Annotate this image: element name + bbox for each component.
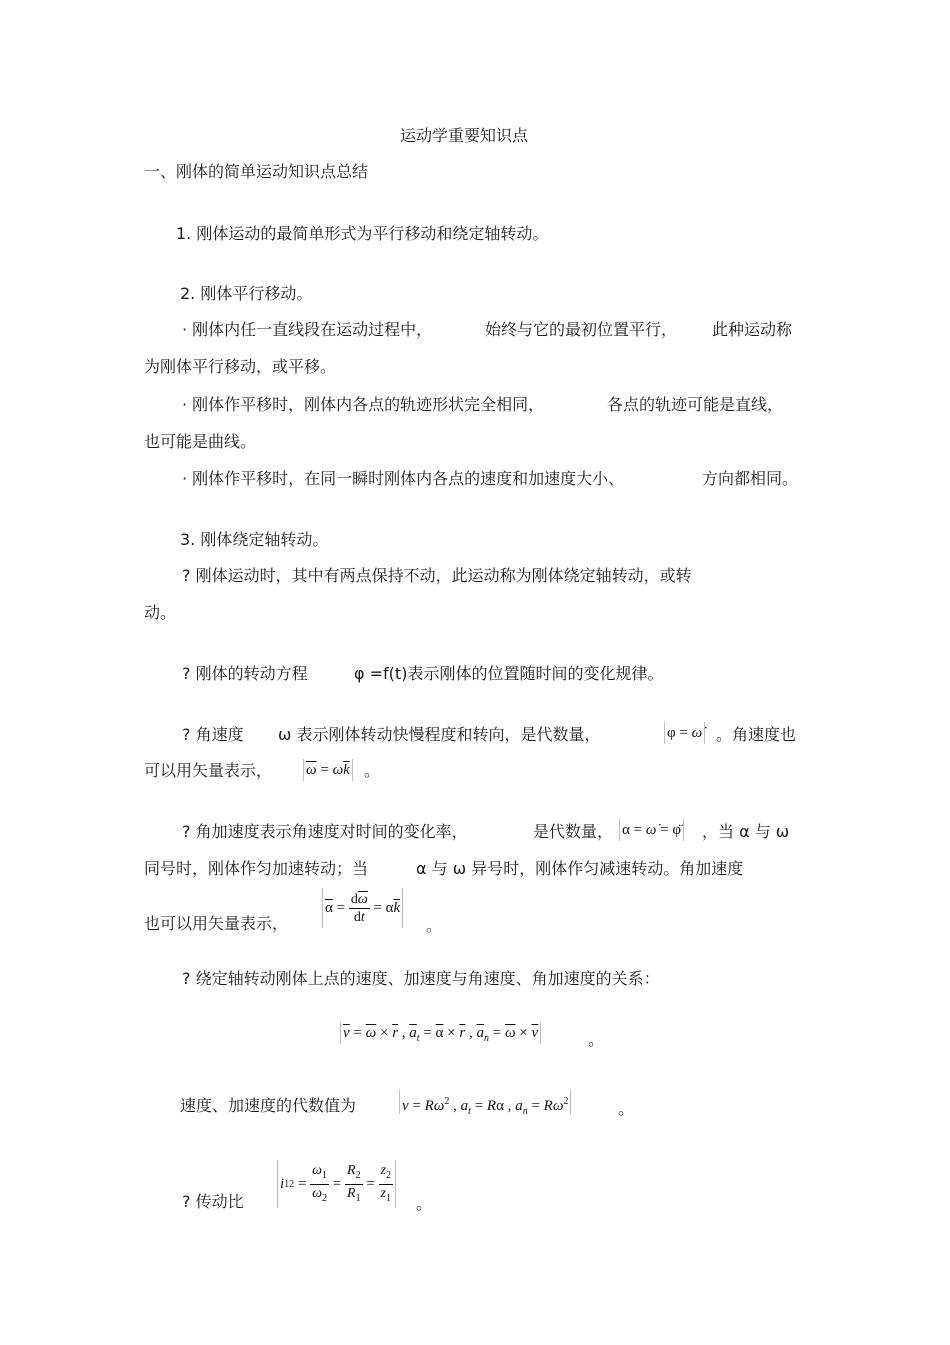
bullet-2-part-b: 各点的轨迹可能是直线， xyxy=(607,395,784,414)
bullet-3-part-b: 方向都相同。 xyxy=(702,469,799,488)
point-3-part-c: 。角速度也 xyxy=(716,725,797,744)
section-heading: 一、刚体的简单运动知识点总结 xyxy=(144,162,369,181)
point-3-line-2-end: 。 xyxy=(364,761,381,780)
bullet-1-part-c: 此种运动称 xyxy=(712,320,793,339)
item-2-heading: 2. 刚体平行移动。 xyxy=(180,284,313,303)
algebraic-values-formula: $v = R\omega^2$ , $a_t = R\alpha$ , $a_n = R\omega^2$ xyxy=(399,1090,571,1114)
point-4-part-b: 是代数量， xyxy=(533,822,614,841)
item-1: 1. 刚体运动的最简单形式为平行移动和绕定轴转动。 xyxy=(176,224,549,243)
point-2-part-b: φ =f(t)表示刚体的位置随时间的变化规律。 xyxy=(354,664,664,683)
point-4-part-c: ，当 α 与 ω xyxy=(702,822,790,841)
angular-acceleration-vector-formula: $\overline{\alpha}$ = $\frac{d\overline{\omega}}{dt}$ = α $\overline{k}$ xyxy=(322,888,403,928)
transmission-ratio-formula: i 12 = $\frac{\omega_1}{\omega_2}$ = $\frac{R_2}{R_1}$ = $\frac{z_2}{z_1}$ xyxy=(277,1160,396,1208)
algebraic-values-label: 速度、加速度的代数值为 xyxy=(180,1096,357,1115)
angular-velocity-formula: φ = ω̇ xyxy=(664,722,705,744)
point-3-part-a: ? 角速度 xyxy=(182,725,244,744)
point-6: ? 传动比 xyxy=(182,1192,244,1211)
point-4-line-2-part-a: 同号时，刚体作匀加速转动；当 xyxy=(144,859,369,878)
point-4-line-2-part-b: α 与 ω 异号时，刚体作匀减速转动。角加速度 xyxy=(416,859,744,878)
item-3-heading: 3. 刚体绕定轴转动。 xyxy=(180,530,329,549)
point-4-line-3: 也可以用矢量表示， xyxy=(144,914,289,933)
point-1-line-2: 动。 xyxy=(144,603,177,622)
point-2-part-a: ? 刚体的转动方程 xyxy=(182,664,308,683)
algebraic-values-end: 。 xyxy=(618,1099,635,1118)
bullet-3-part-a: · 刚体作平移时，在同一瞬时刚体内各点的速度和加速度大小、 xyxy=(182,469,625,488)
point-6-end: 。 xyxy=(416,1194,433,1213)
bullet-2-part-a: · 刚体作平移时，刚体内各点的轨迹形状完全相同， xyxy=(182,395,545,414)
point-4-line-3-end: 。 xyxy=(426,916,443,935)
velocity-acceleration-vector-relations: $\overline{v} = \overline{\omega} \times \overline{r}$ , $\overline{a}_t = \overline{\alpha} \times \overline{r}$ , $\overline{a}_n = \overline{\omega} \times \overline{v}$ xyxy=(340,1022,541,1044)
bullet-2-line-2: 也可能是曲线。 xyxy=(144,432,257,451)
point-1-line-1: ? 刚体运动时，其中有两点保持不动，此运动称为刚体绕定轴转动，或转 xyxy=(182,566,692,585)
bullet-1-line-2: 为刚体平行移动，或平移。 xyxy=(144,357,337,376)
angular-velocity-vector-formula: $\overline{\omega} = \omega\overline{k}$ xyxy=(303,759,353,781)
point-5-end: 。 xyxy=(588,1030,605,1049)
bullet-1-part-b: 始终与它的最初位置平行， xyxy=(485,320,678,339)
point-5: ? 绕定轴转动刚体上点的速度、加速度与角速度、角加速度的关系： xyxy=(182,969,660,988)
point-3-part-b: ω 表示刚体转动快慢程度和转向，是代数量， xyxy=(278,725,601,744)
bullet-1-part-a: · 刚体内任一直线段在运动过程中， xyxy=(182,320,433,339)
point-4-part-a: ? 角加速度表示角速度对时间的变化率， xyxy=(182,822,468,841)
angular-acceleration-formula: α = ω̇ = φ̈ xyxy=(619,819,684,841)
document-title: 运动学重要知识点 xyxy=(400,126,529,145)
point-3-line-2: 可以用矢量表示， xyxy=(144,761,273,780)
